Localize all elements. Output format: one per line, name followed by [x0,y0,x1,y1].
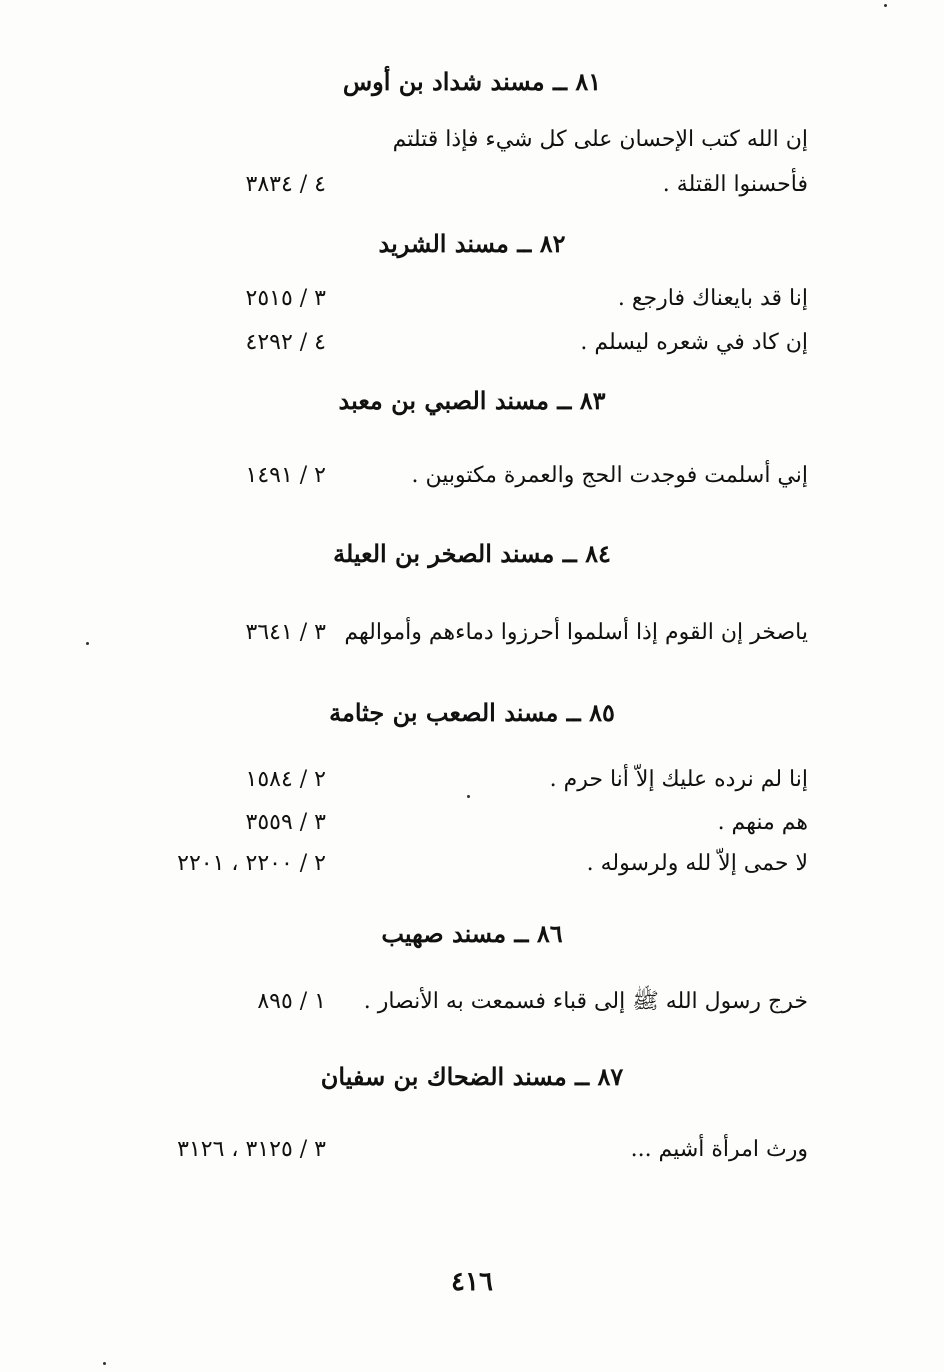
entry-reference: ٢ / ١٥٨٤ [245,767,326,792]
entry-reference: ١ / ٨٩٥ [257,989,326,1014]
section-heading-82: ٨٢ ــ مسند الشريد [378,229,566,258]
entry-text: خرج رسول الله ﷺ إلى قباء فسمعت به الأنصار . [363,989,808,1014]
entry-text: هم منهم . [717,810,808,835]
entry-text: ياصخر إن القوم إذا أسلموا أحرزوا دماءهم وأموالهم [344,620,808,645]
entry-reference: ٣ / ٣١٢٥ ، ٣١٢٦ [177,1137,326,1162]
scan-speck [86,642,89,645]
entry-text: إن كاد في شعره ليسلم . [580,330,808,355]
scan-speck [884,4,887,7]
entry-reference: ٣ / ٣٦٤١ [245,620,326,645]
section-heading-81: ٨١ ــ مسند شداد بن أوس [342,67,602,96]
entry-reference: ٣ / ٢٥١٥ [245,286,326,311]
entry-text: فأحسنوا القتلة . [662,172,808,197]
entry-text: لا حمى إلاّ لله ولرسوله . [586,851,808,876]
section-heading-84: ٨٤ ــ مسند الصخر بن العيلة [333,539,611,568]
entry-text: إني أسلمت فوجدت الحج والعمرة مكتوبين . [411,463,808,488]
entry-text: إنا قد بايعناك فارجع . [617,286,808,311]
entry-reference: ٤ / ٤٢٩٢ [245,330,326,355]
section-heading-87: ٨٧ ــ مسند الضحاك بن سفيان [320,1062,624,1091]
entry-reference: ٢ / ٢٢٠٠ ، ٢٢٠١ [177,851,326,876]
entry-reference: ٢ / ١٤٩١ [245,463,326,488]
page-number: ٤١٦ [451,1267,493,1297]
section-heading-83: ٨٣ ــ مسند الصبي بن معبد [338,386,606,415]
entry-text: إنا لم نرده عليك إلاّ أنا حرم . [549,767,808,792]
entry-reference: ٤ / ٣٨٣٤ [245,172,326,197]
entry-text: إن الله كتب الإحسان على كل شيء فإذا قتلتم [392,127,808,152]
section-heading-85: ٨٥ ــ مسند الصعب بن جثامة [329,698,615,727]
scan-speck [103,1362,106,1365]
entry-reference: ٣ / ٣٥٥٩ [245,810,326,835]
entry-text: ورث امرأة أشيم ... [630,1137,808,1162]
section-heading-86: ٨٦ ــ مسند صهيب [381,919,563,948]
scan-speck [467,795,470,798]
